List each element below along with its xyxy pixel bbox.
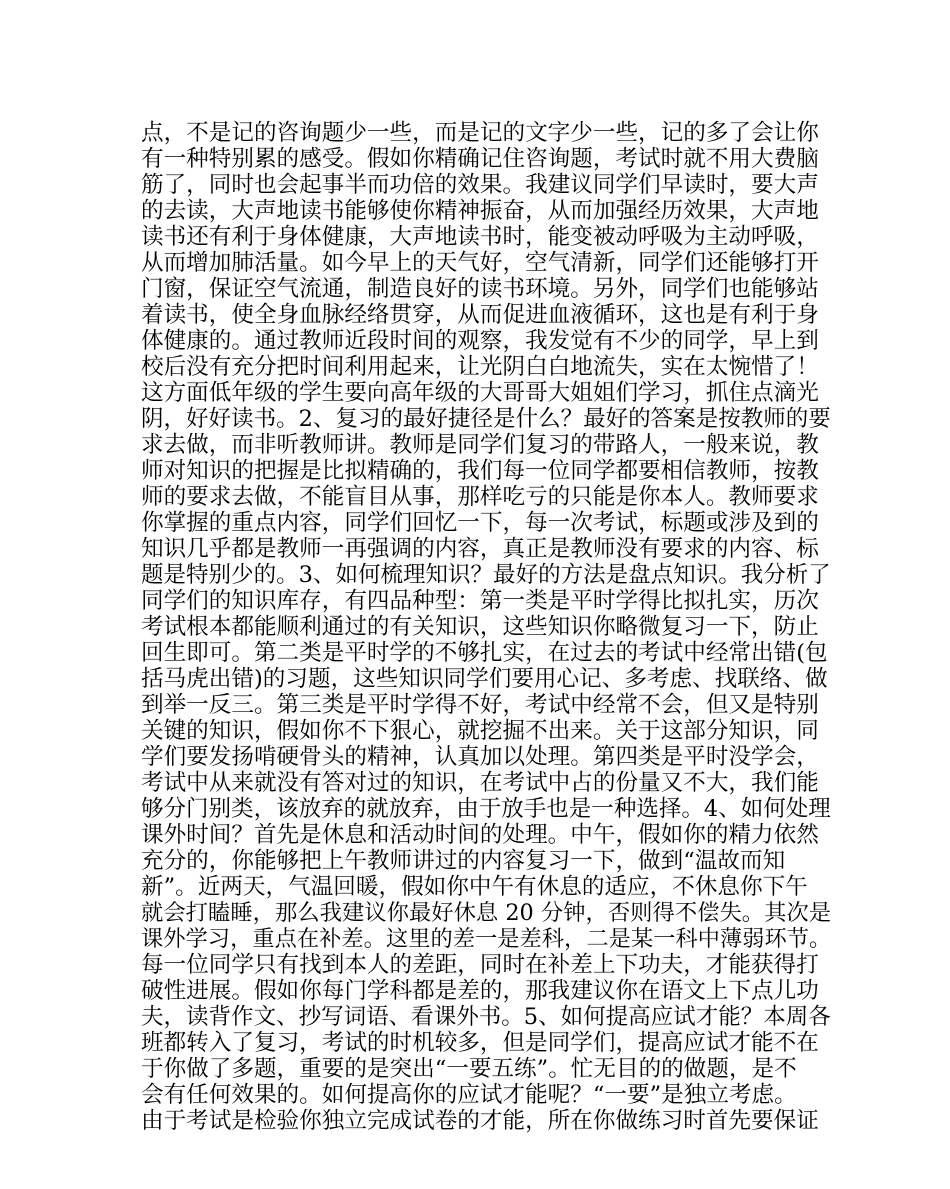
text-line: 师的要求去做，不能盲目从事，那样吃亏的只能是你本人。教师要求 [141, 484, 819, 510]
text-line: 考试中从来就没有答对过的知识，在考试中占的份量又不大，我们能 [141, 770, 819, 796]
text-line: 体健康的。通过教师近段时间的观察，我发觉有不少的同学，早上到 [141, 328, 819, 354]
text-line: 知识几乎都是教师一再强调的内容，真正是教师没有要求的内容、标 [141, 536, 819, 562]
text-line: 读书还有利于身体健康，大声地读书时，能变被动呼吸为主动呼吸， [141, 224, 819, 250]
text-line: 从而增加肺活量。如今早上的天气好，空气清新，同学们还能够打开 [141, 250, 819, 276]
text-line: 就会打瞌睡，那么我建议你最好休息 20 分钟，否则得不偿失。其次是 [141, 900, 832, 926]
text-line: 筋了，同时也会起事半而功倍的效果。我建议同学们早读时，要大声 [141, 172, 819, 198]
text-line: 括马虎出错)的习题，这些知识同学们要用心记、多考虑、找联络、做 [141, 666, 828, 692]
text-line: 充分的，你能够把上午教师讲过的内容复习一下，做到“温故而知 [141, 848, 786, 874]
text-line: 班都转入了复习，考试的时机较多，但是同学们，提高应试才能不在 [141, 1030, 819, 1056]
text-line: 课外学习，重点在补差。这里的差一是差科，二是某一科中薄弱环节。 [141, 926, 832, 952]
text-line: 会有任何效果的。如何提高你的应试才能呢？“一要”是独立考虑。 [141, 1082, 797, 1108]
text-line: 你掌握的重点内容，同学们回忆一下，每一次考试，标题或涉及到的 [141, 510, 819, 536]
text-line: 考试根本都能顺利通过的有关知识，这些知识你略微复习一下，防止 [141, 614, 819, 640]
text-line: 到举一反三。第三类是平时学得不好，考试中经常不会，但又是特别 [141, 692, 819, 718]
text-line: 着读书，使全身血脉经络贯穿，从而促进血液循环，这也是有利于身 [141, 302, 819, 328]
text-line: 学们要发扬啃硬骨头的精神，认真加以处理。第四类是平时没学会， [141, 744, 819, 770]
text-line: 点，不是记的咨询题少一些，而是记的文字少一些，记的多了会让你 [141, 120, 819, 146]
text-line: 师对知识的把握是比拟精确的，我们每一位同学都要相信教师，按教 [141, 458, 819, 484]
text-line: 课外时间？首先是休息和活动时间的处理。中午，假如你的精力依然 [141, 822, 819, 848]
text-line: 够分门别类，该放弃的就放弃，由于放手也是一种选择。4、如何处理 [141, 796, 831, 822]
text-line: 破性进展。假如你每门学科都是差的，那我建议你在语文上下点儿功 [141, 978, 819, 1004]
text-line: 的去读，大声地读书能够使你精神振奋，从而加强经历效果，大声地 [141, 198, 819, 224]
text-line: 夫，读背作文、抄写词语、看课外书。5、如何提高应试才能？本周各 [141, 1004, 831, 1030]
body-text [141, 120, 831, 1134]
text-line: 门窗，保证空气流通，制造良好的读书环境。另外，同学们也能够站 [141, 276, 819, 302]
text-line: 有一种特别累的感受。假如你精确记住咨询题，考试时就不用大费脑 [141, 146, 819, 172]
text-line: 阴，好好读书。2、复习的最好捷径是什么？最好的答案是按教师的要 [141, 406, 831, 432]
text-line: 新”。近两天，气温回暖，假如你中午有休息的适应，不休息你下午 [141, 874, 808, 900]
text-line: 求去做，而非听教师讲。教师是同学们复习的带路人，一般来说，教 [141, 432, 819, 458]
text-line: 于你做了多题，重要的是突出“一要五练”。忙无目的的做题，是不 [141, 1056, 797, 1082]
text-line: 由于考试是检验你独立完成试卷的才能，所在你做练习时首先要保证 [141, 1108, 819, 1134]
text-line: 校后没有充分把时间利用起来，让光阴白白地流失，实在太惋惜了！ [141, 354, 819, 380]
text-line: 关键的知识，假如你不下狠心，就挖掘不出来。关于这部分知识，同 [141, 718, 819, 744]
text-line: 每一位同学只有找到本人的差距，同时在补差上下功夫，才能获得打 [141, 952, 819, 978]
text-line: 同学们的知识库存，有四品种型：第一类是平时学得比拟扎实，历次 [141, 588, 819, 614]
text-line: 题是特别少的。3、如何梳理知识？最好的方法是盘点知识。我分析了 [141, 562, 831, 588]
text-line: 这方面低年级的学生要向高年级的大哥哥大姐姐们学习，抓住点滴光 [141, 380, 819, 406]
text-line: 回生即可。第二类是平时学的不够扎实，在过去的考试中经常出错(包 [141, 640, 828, 666]
